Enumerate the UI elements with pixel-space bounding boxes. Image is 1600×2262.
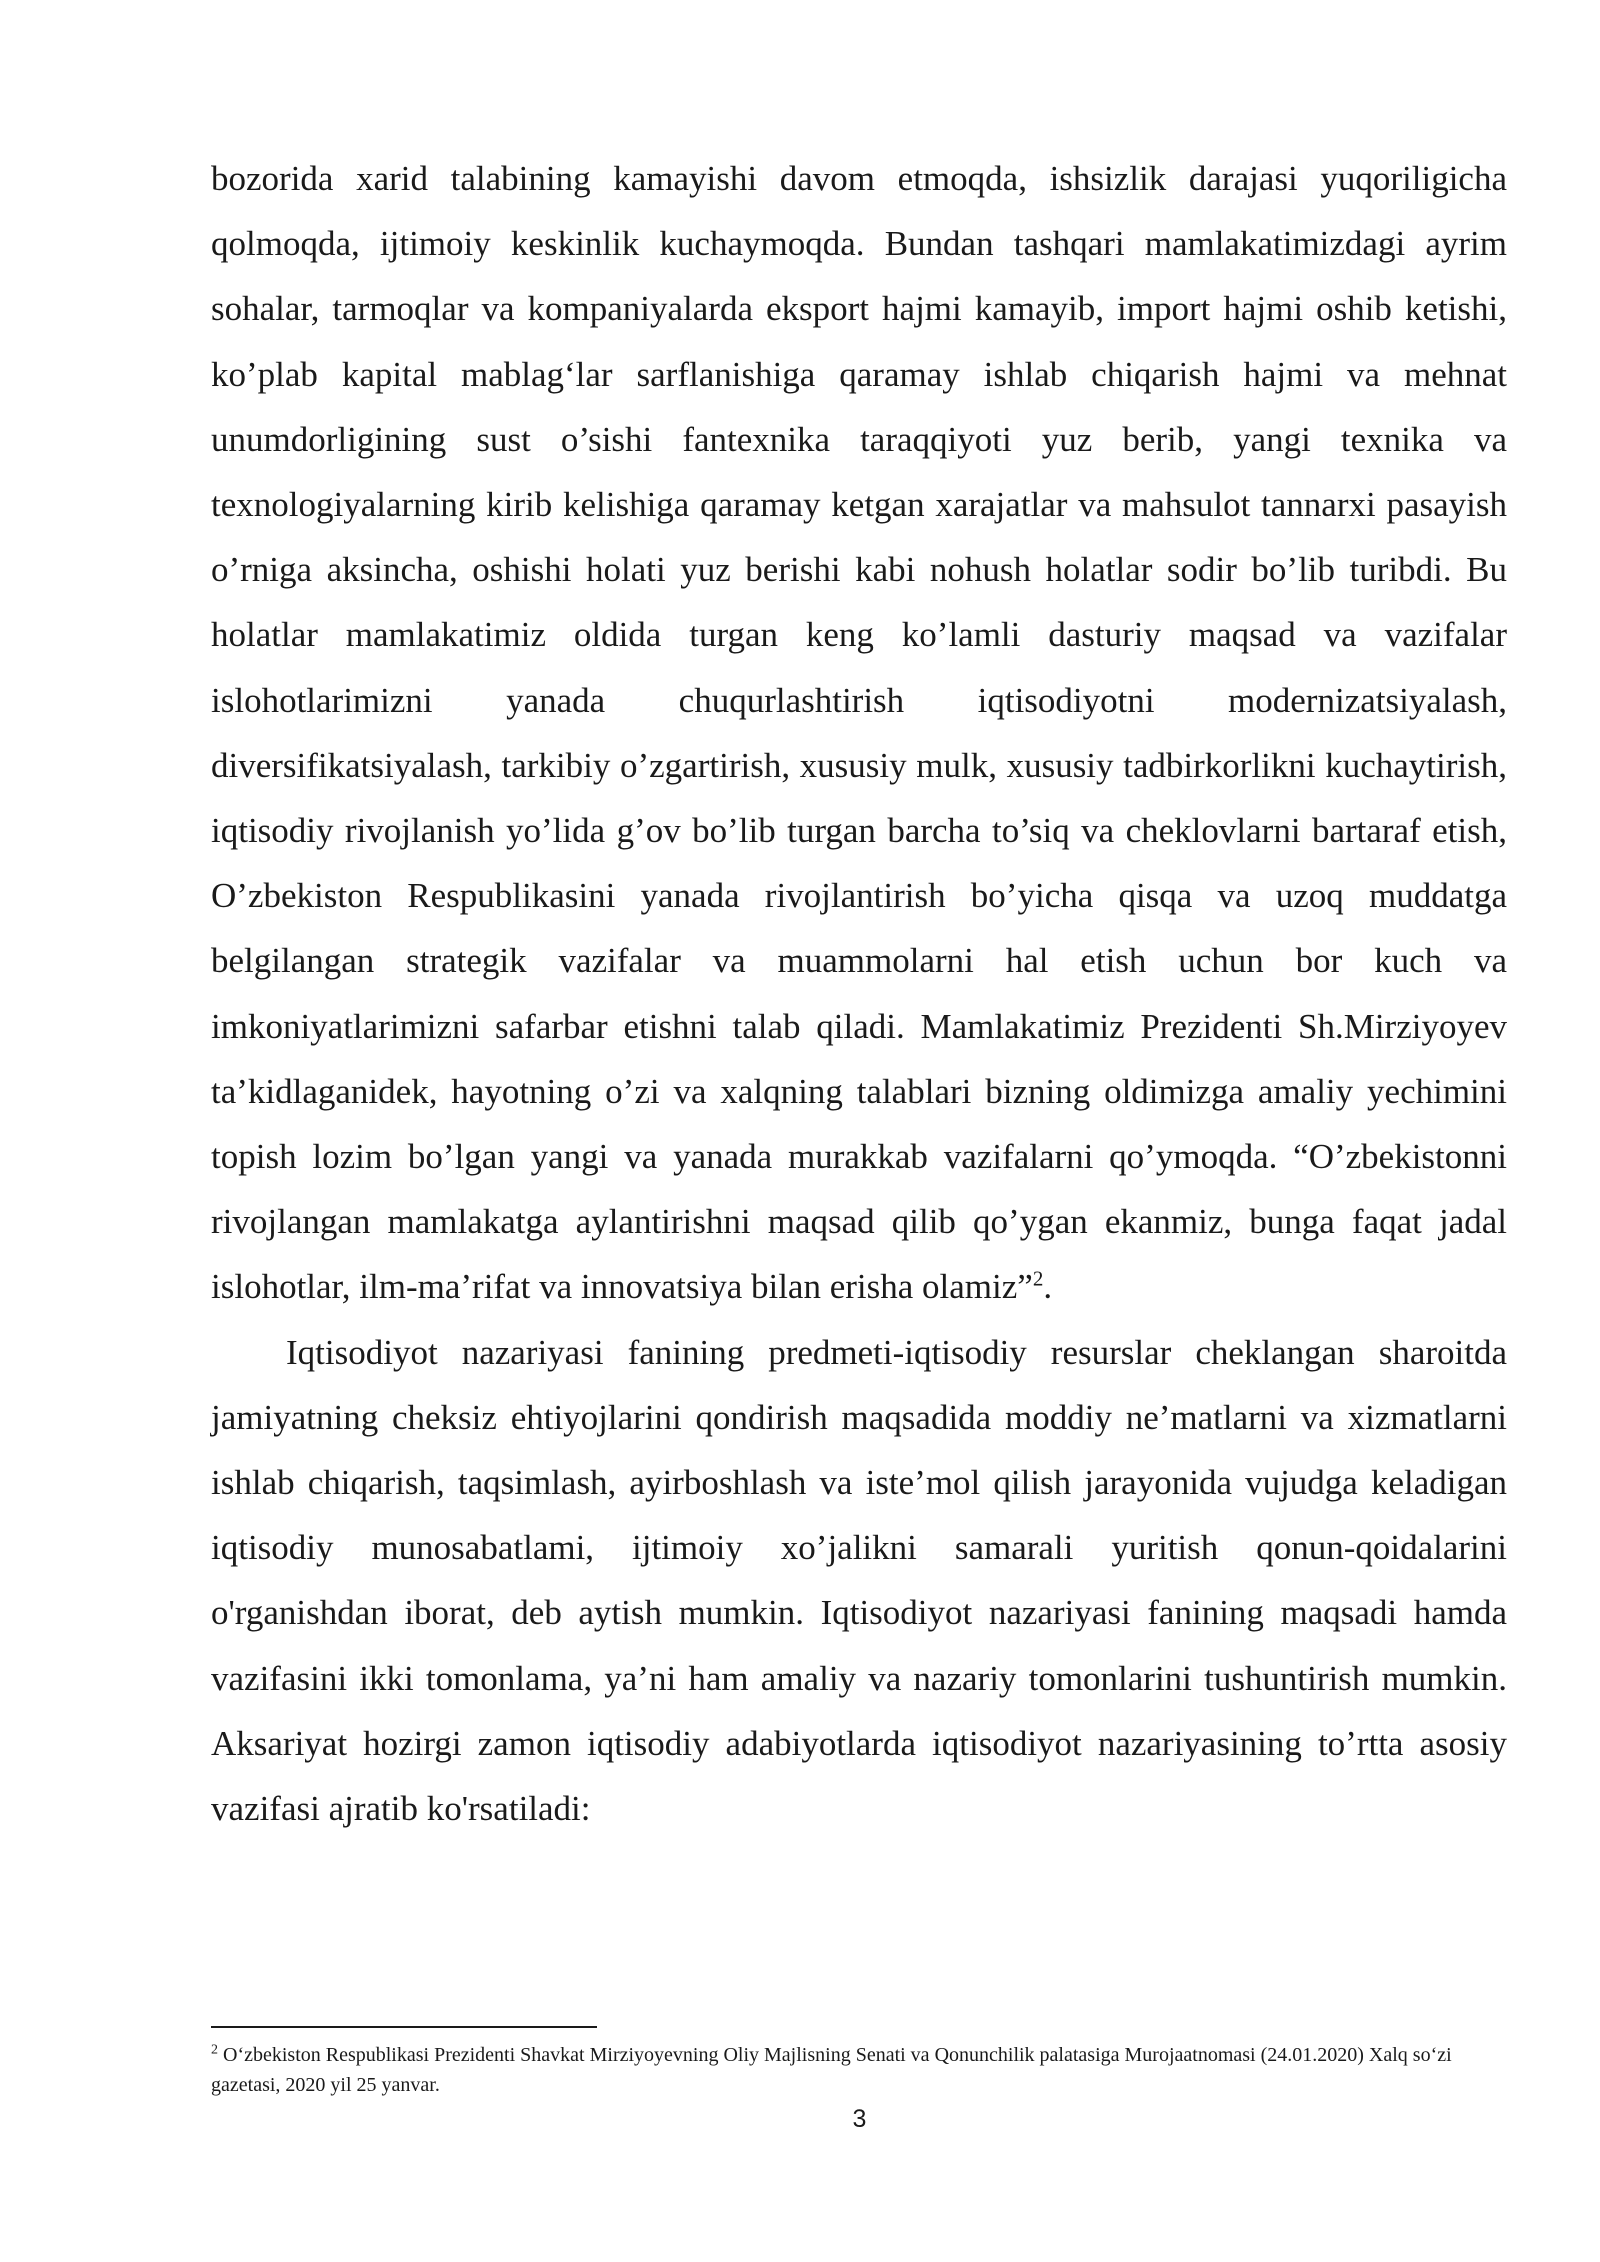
paragraph-1-end: . xyxy=(1043,1267,1053,1307)
page-number: 3 xyxy=(852,2105,867,2133)
footnote-number: 2 xyxy=(211,2042,218,2058)
footnote-reference[interactable]: 2 xyxy=(1032,1266,1044,1291)
paragraph-1 xyxy=(211,146,1507,1320)
footnote xyxy=(211,2040,1507,2100)
body-text xyxy=(211,146,1507,1841)
paragraph-1-text: bozorida xarid talabining kamayishi davom etmoqda, ishsizlik darajasi yuqoriligicha qolmoqda, ijtimoiy keskinlik kuchaymoqda. Bundan tashqari mamlakatimizdagi ayrim sohalar, tarmoqlar va kompaniyalarda eksport hajmi kamayib, import hajmi oshib ketishi, ko’plab kapital mablag‘lar sarflanishiga qaramay ishlab chiqarish hajmi va mehnat unumdorligining sust o’sishi fantexnika taraqqiyoti yuz berib, yangi texnika va texnologiyalarning kirib kelishiga qaramay ketgan xarajatlar va mahsulot tannarxi pasayish o’rniga aksincha, oshishi holati yuz berishi kabi nohush holatlar sodir bo’lib turibdi. Bu holatlar mamlakatimiz oldida turgan keng ko’lamli dasturiy maqsad va vazifalar islohotlarimizni yanada chuqurlashtirish iqtisodiyotni modernizatsiyalash, diversifikatsiyalash, tarkibiy o’zgartirish, xususiy mulk, xususiy tadbirkorlikni kuchaytirish, iqtisodiy rivojlanish yo’lida g’ov bo’lib turgan barcha to’siq va cheklovlarni bartaraf etish, O’zbekiston Respublikasini yanada rivojlantirish bo’yicha qisqa va uzoq muddatga belgilangan strategik vazifalar va muammolarni hal etish uchun bor kuch va imkoniyatlarimizni safarbar etishni talab qiladi. Mamlakatimiz Prezidenti Sh.Mirziyoyev ta’kidlaganidek, hayotning o’zi va xalqning talablari bizning oldimizga amaliy yechimini topish lozim bo’lgan yangi va yanada murakkab vazifalarni qo’ymoqda. “O’zbekistonni rivojlangan mamlakatga aylantirishni maqsad qilib qo’ygan ekanmiz, bunga faqat jadal islohotlar, ilm-ma’rifat va innovatsiya bilan erisha olamiz” xyxy=(211,159,1507,1307)
footnote-text: O‘zbekiston Respublikasi Prezidenti Shavkat Mirziyoyevning Oliy Majlisning Senati va Qonunchilik palatasiga Murojaatnomasi (24.01.2020) Xalq so‘zi gazetasi, 2020 yil 25 yanvar. xyxy=(211,2044,1452,2096)
footnote-separator xyxy=(211,2026,597,2028)
paragraph-2: Iqtisodiyot nazariyasi fanining predmeti-iqtisodiy resurslar cheklangan sharoitda jamiyatning cheksiz ehtiyojlarini qondirish maqsadida moddiy ne’matlarni va xizmatlarni ishlab chiqarish, taqsimlash, ayirboshlash va iste’mol qilish jarayonida vujudga keladigan iqtisodiy munosabatlami, ijtimoiy xo’jalikni samarali yuritish qonun-qoidalarini o'rganishdan iborat, deb aytish mumkin. Iqtisodiyot nazariyasi fanining maqsadi hamda vazifasini ikki tomonlama, ya’ni ham amaliy va nazariy tomonlarini tushuntirish mumkin. Aksariyat hozirgi zamon iqtisodiy adabiyotlarda iqtisodiyot nazariyasining to’rtta asosiy vazifasi ajratib ko'rsatiladi: xyxy=(211,1332,1507,1829)
